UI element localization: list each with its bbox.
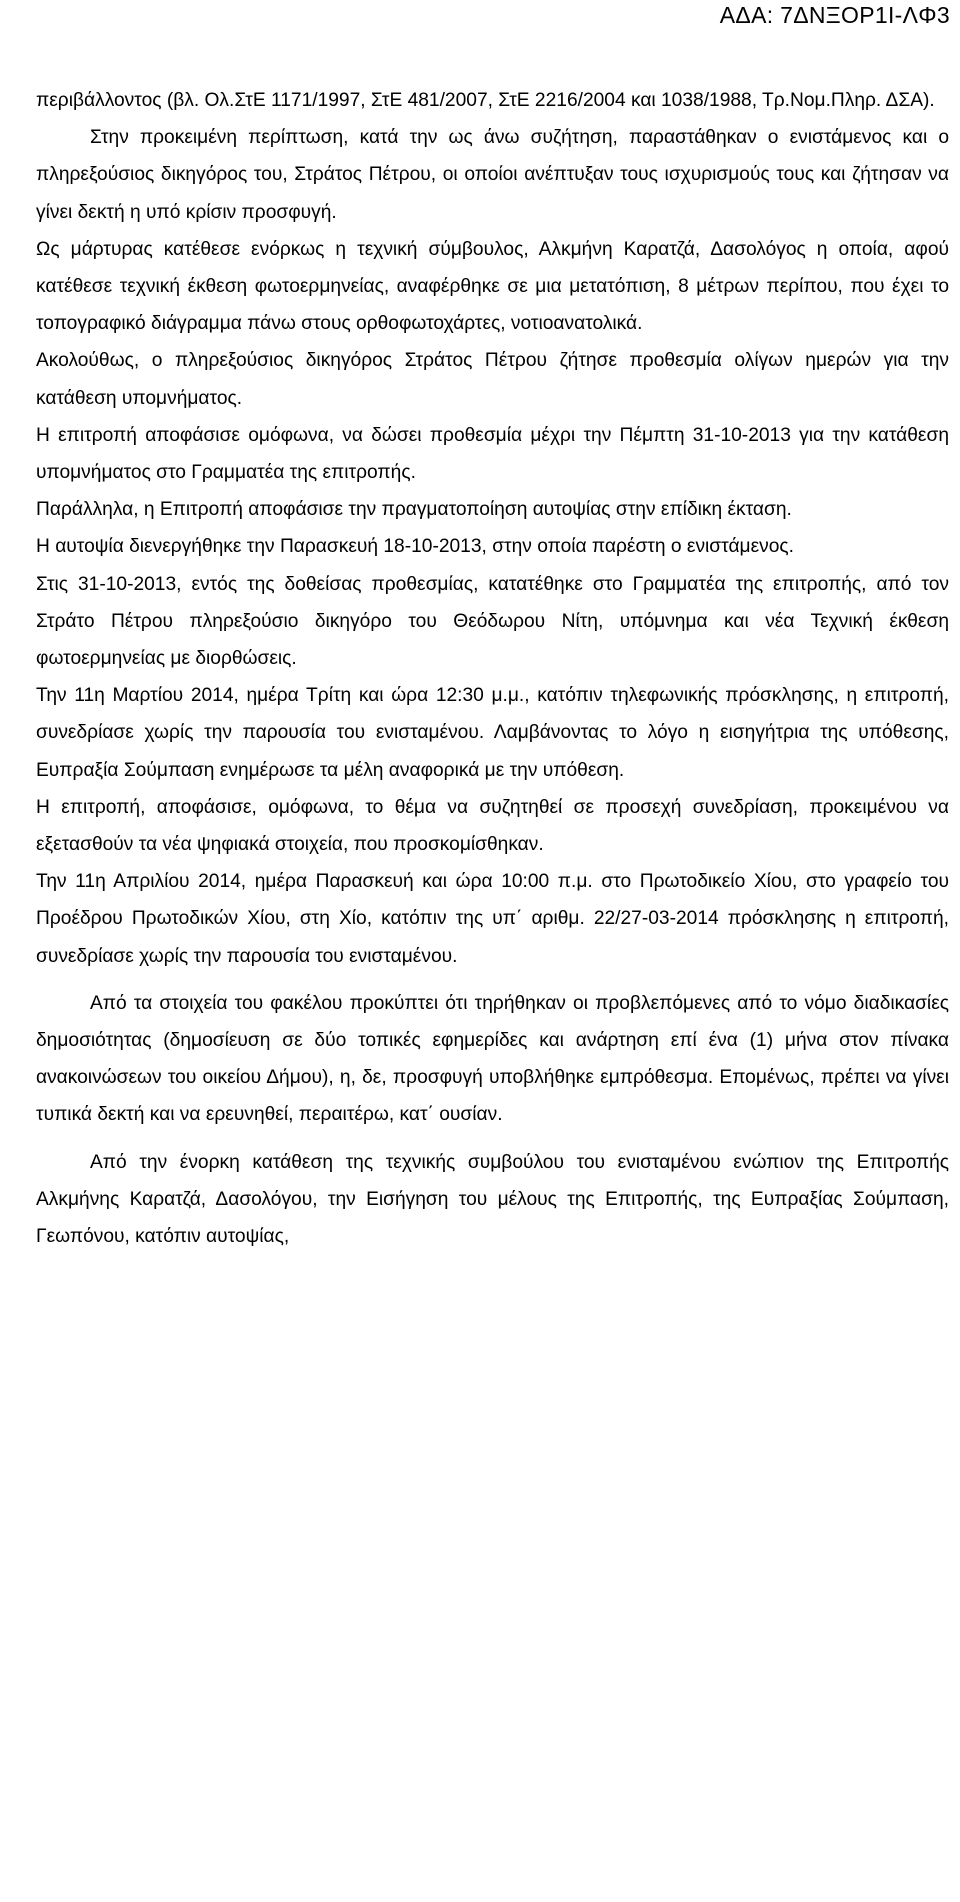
paragraph-procedural-admissibility: Από τα στοιχεία του φακέλου προκύπτει ότι τηρήθηκαν οι προβλεπόμενες από το νόμο διαδικασίες δημοσιότητας (δημοσίευση σε δύο τοπικές εφημερίδες και ανάρτηση επί ένα (1) μήνα στον πίνακα ανακοινώσεων του οικείου Δήμου), η, δε, προσφυγή υποβλήθηκε εμπρόθεσμα. Επομένως, πρέπει να γίνει τυπικά δεκτή και να ερευνηθεί, περαιτέρω, κατ΄ ουσίαν. [36,992,949,1126]
paragraph-march-session: Την 11η Μαρτίου 2014, ημέρα Τρίτη και ώρα 12:30 μ.μ., κατόπιν τηλεφωνικής πρόσκλησης, η επιτροπή, συνεδρίασε χωρίς την παρουσία του ενισταμένου. Λαμβάνοντας το λόγο η εισηγήτρια της υπόθεσης, Ευπραξία Σούμπαση ενημέρωσε τα μέλη αναφορικά με την υπόθεση. [36,685,949,781]
paragraph-inspection-decision: Παράλληλα, η Επιτροπή αποφάσισε την πραγματοποίηση αυτοψίας στην επίδικη έκταση. [36,499,792,521]
paragraph-inspection-held: Η αυτοψία διενεργήθηκε την Παρασκευή 18-10-2013, στην οποία παρέστη ο ενιστάμενος. [36,536,794,558]
paragraph-witness-testimony: Ως μάρτυρας κατέθεσε ενόρκως η τεχνική σύμβουλος, Αλκμήνη Καρατζά, Δασολόγος η οποία, αφού κατέθεσε τεχνική έκθεση φωτοερμηνείας, αναφέρθηκε σε μια μετατόπιση, 8 μέτρων περίπου, που έχει το τοπογραφικό διάγραμμα πάνω στους ορθοφωτοχάρτες, νοτιοανατολικά. [36,238,949,335]
paragraph-memorandum-filed: Στις 31-10-2013, εντός της δοθείσας προθεσμίας, κατατέθηκε στο Γραμματέα της επιτροπής, από τον Στράτο Πέτρου πληρεξούσιο δικηγόρο του Θεόδωρου Νίτη, υπόμνημα και νέα Τεχνική έκθεση φωτοερμηνείας με διορθώσεις. [36,573,949,670]
ada-code-header: ΑΔΑ: 7ΔΝΞΟΡ1Ι-ΛΦ3 [719,2,950,28]
paragraph-april-session: Την 11η Απριλίου 2014, ημέρα Παρασκευή και ώρα 10:00 π.μ. στο Πρωτοδικείο Χίου, στο γραφείο του Προέδρου Πρωτοδικών Χίου, στη Χίο, κατόπιν της υπ΄ αριθμ. 22/27-03-2014 πρόσκλησης η επιτροπή, συνεδρίασε χωρίς την παρουσία του ενισταμένου. [36,871,949,967]
document-body [36,82,949,1255]
paragraph-testimony-findings: Από την ένορκη κατάθεση της τεχνικής συμβούλου του ενισταμένου ενώπιον της Επιτροπής Αλκμήνης Καρατζά, Δασολόγου, την Εισήγηση του μέλους της Επιτροπής, της Ευπραξίας Σούμπαση, Γεωπόνου, κατόπιν αυτοψίας, [36,1151,949,1248]
paragraph-deadline-request: Ακολούθως, ο πληρεξούσιος δικηγόρος Στράτος Πέτρου ζήτησε προθεσμία ολίγων ημερών για την κατάθεση υπομνήματος. [36,350,949,409]
paragraph-hearing-appearance: Στην προκειμένη περίπτωση, κατά την ως άνω συζήτηση, παραστάθηκαν ο ενιστάμενος και ο πληρεξούσιος δικηγόρος του, Στράτος Πέτρου, οι οποίοι ανέπτυξαν τους ισχυρισμούς τους και ζήτησαν να γίνει δεκτή η υπό κρίσιν προσφυγή. [36,127,949,223]
paragraph-deadline-decision: Η επιτροπή αποφάσισε ομόφωνα, να δώσει προθεσμία μέχρι την Πέμπτη 31-10-2013 για την κατάθεση υπομνήματος στο Γραμματέα της επιτροπής. [36,424,949,484]
paragraph-postponement: Η επιτροπή, αποφάσισε, ομόφωνα, το θέμα να συζητηθεί σε προσεχή συνεδρίαση, προκειμένου να εξετασθούν τα νέα ψηφιακά στοιχεία, που προσκομίσθηκαν. [36,796,949,856]
paragraph-case-law-reference: περιβάλλοντος (βλ. Ολ.ΣτΕ 1171/1997, ΣτΕ 481/2007, ΣτΕ 2216/2004 και 1038/1988, Τρ.Νομ.Πληρ. ΔΣΑ). [36,90,935,111]
